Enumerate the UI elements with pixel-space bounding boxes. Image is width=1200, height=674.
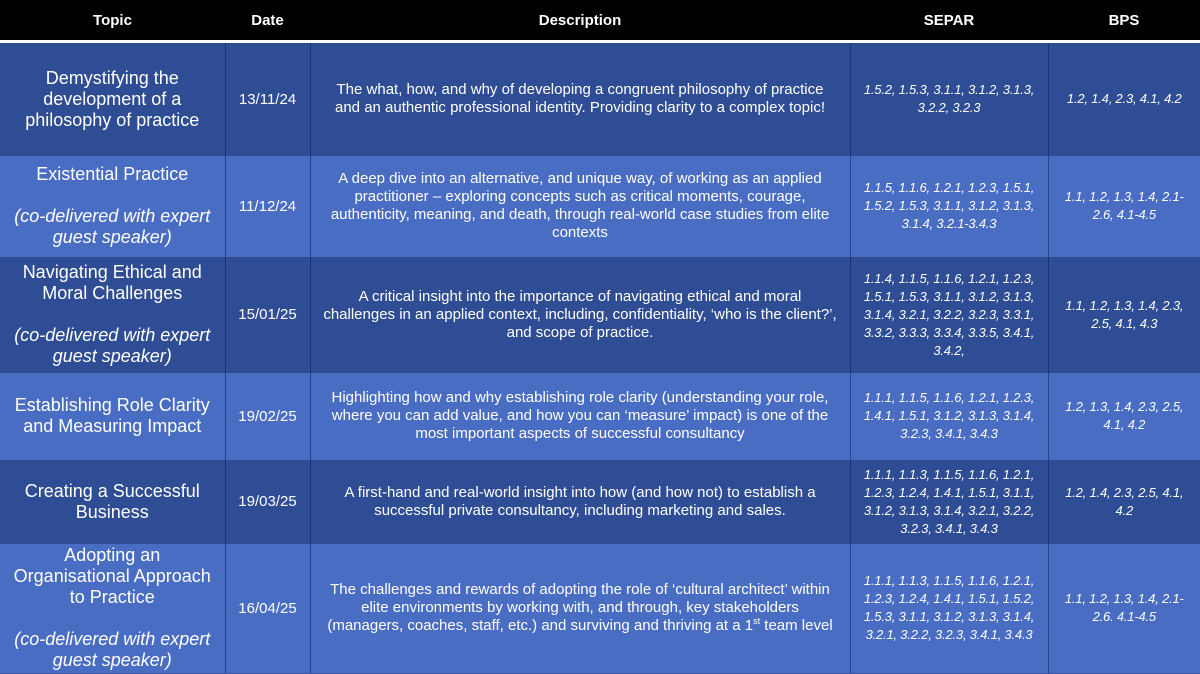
table-row [0,373,1200,460]
description-text: The challenges and rewards of adopting the role of ‘cultural architect’ within elite environments by working with, and through, key stakeholders (managers, coaches, staff, etc.) and surviving and thriving at a 1 [327,581,830,634]
topic-title: Demystifying the development of a philosophy of practice [25,67,200,130]
description-cell: A critical insight into the importance of navigating ethical and moral challenges in an applied context, including, confidentiality, ‘who is the client?’, and scope of practice. [310,257,850,373]
bps-cell: 1.2, 1.4, 2.3, 4.1, 4.2 [1048,42,1200,156]
description-cell: A first-hand and real-world insight into how (and how not) to establish a successful private consultancy, including marketing and sales. [310,460,850,544]
date-cell: 11/12/24 [225,156,310,257]
topic-cell [0,156,225,257]
bps-cell: 1.2, 1.4, 2.3, 2.5, 4.1, 4.2 [1048,460,1200,544]
topic-note: (co-delivered with expert guest speaker) [14,629,211,670]
topic-note: (co-delivered with expert guest speaker) [14,325,211,366]
separ-cell: 1.1.1, 1.1.5, 1.1.6, 1.2.1, 1.2.3, 1.4.1, 1.5.1, 3.1.2, 3.1.3, 3.1.4, 3.2.3, 3.4.1, 3.4.3 [850,373,1048,460]
topic-note: (co-delivered with expert guest speaker) [14,206,211,247]
table-header-row [0,0,1200,42]
description-end: team level [760,617,833,634]
ordinal-suffix: st [753,616,761,626]
topic-cell [0,42,225,156]
topic-title: Navigating Ethical and Moral Challenges [22,262,202,303]
table-row [0,156,1200,257]
header-description: Description [310,0,850,42]
separ-cell: 1.1.1, 1.1.3, 1.1.5, 1.1.6, 1.2.1, 1.2.3, 1.2.4, 1.4.1, 1.5.1, 3.1.1, 3.1.2, 3.1.3, 3.1.4, 3.2.1, 3.2.2, 3.2.3, 3.4.1, 3.4.3 [850,460,1048,544]
table-row [0,544,1200,673]
separ-cell: 1.5.2, 1.5.3, 3.1.1, 3.1.2, 3.1.3, 3.2.2, 3.2.3 [850,42,1048,156]
date-cell: 15/01/25 [225,257,310,373]
topic-title: Adopting an Organisational Approach to Practice [13,545,211,607]
topic-cell [0,373,225,460]
description-cell: Highlighting how and why establishing role clarity (understanding your role, where you can add value, and how you can ‘measure’ impact) is one of the most important aspects of successful consultancy [310,373,850,460]
table-row [0,42,1200,156]
date-cell: 19/02/25 [225,373,310,460]
table-row [0,460,1200,544]
header-bps: BPS [1048,0,1200,42]
topic-cell [0,257,225,373]
bps-cell: 1.1, 1.2, 1.3, 1.4, 2.1-2.6, 4.1-4.5 [1048,156,1200,257]
topic-cell [0,544,225,673]
topic-title: Creating a Successful Business [24,480,200,522]
description-cell: A deep dive into an alternative, and unique way, of working as an applied practitioner – exploring concepts such as critical moments, courage, authenticity, meaning, and death, through real-world case studies from elite contexts [310,156,850,257]
description-cell [310,544,850,673]
separ-cell: 1.1.4, 1.1.5, 1.1.6, 1.2.1, 1.2.3, 1.5.1, 1.5.3, 3.1.1, 3.1.2, 3.1.3, 3.1.4, 3.2.1, 3.2.2, 3.2.3, 3.3.1, 3.3.2, 3.3.3, 3.3.4, 3.3.5, 3.4.1, 3.4.2, [850,257,1048,373]
topic-cell [0,460,225,544]
header-date: Date [225,0,310,42]
header-separ: SEPAR [850,0,1048,42]
bps-cell: 1.1, 1.2, 1.3, 1.4, 2.1-2.6. 4.1-4.5 [1048,544,1200,673]
separ-cell: 1.1.1, 1.1.3, 1.1.5, 1.1.6, 1.2.1, 1.2.3, 1.2.4, 1.4.1, 1.5.1, 1.5.2, 1.5.3, 3.1.1, 3.1.2, 3.1.3, 3.1.4, 3.2.1, 3.2.2, 3.2.3, 3.4.1, 3.4.3 [850,544,1048,673]
topic-title: Existential Practice [36,164,189,184]
description-cell: The what, how, and why of developing a congruent philosophy of practice and an authentic professional identity. Providing clarity to a complex topic! [310,42,850,156]
topic-title: Establishing Role Clarity and Measuring Impact [14,395,210,436]
date-cell: 19/03/25 [225,460,310,544]
date-cell: 16/04/25 [225,544,310,673]
separ-cell: 1.1.5, 1.1.6, 1.2.1, 1.2.3, 1.5.1, 1.5.2, 1.5.3, 3.1.1, 3.1.2, 3.1.3, 3.1.4, 3.2.1-3.4.3 [850,156,1048,257]
table-row [0,257,1200,373]
header-topic: Topic [0,0,225,42]
bps-cell: 1.1, 1.2, 1.3, 1.4, 2.3, 2.5, 4.1, 4.3 [1048,257,1200,373]
bps-cell: 1.2, 1.3, 1.4, 2.3, 2.5, 4.1, 4.2 [1048,373,1200,460]
date-cell: 13/11/24 [225,42,310,156]
